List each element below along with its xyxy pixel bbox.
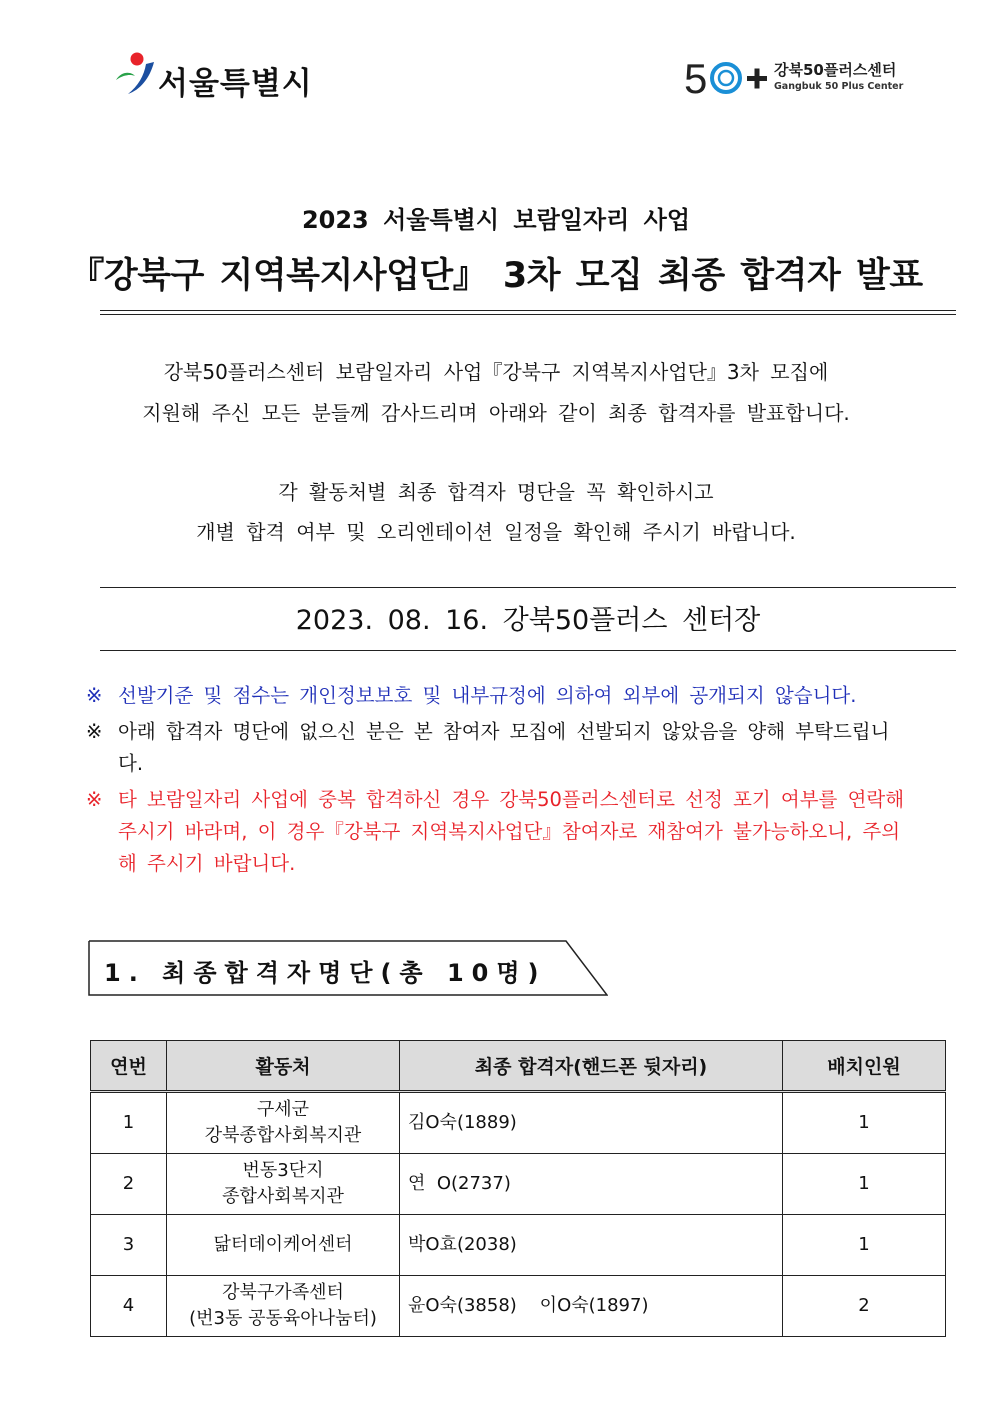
row-place — [167, 1154, 400, 1215]
row-no: 1 — [91, 1092, 167, 1154]
row-place — [167, 1276, 400, 1337]
column-header-place: 활동처 — [167, 1041, 400, 1092]
table-header-row — [91, 1041, 946, 1092]
svg-text:5: 5 — [684, 55, 708, 99]
row-count: 1 — [783, 1215, 946, 1276]
row-place-line-2: (번3동 공동육아나눔터) — [189, 1308, 377, 1329]
row-place-line-1: 구세군 — [256, 1099, 310, 1120]
row-names: 김O숙(1889) — [400, 1092, 783, 1154]
column-header-no: 연번 — [91, 1041, 167, 1092]
row-count: 1 — [783, 1154, 946, 1215]
row-place — [167, 1215, 400, 1276]
row-place-line-1: 강북구가족센터 — [222, 1282, 344, 1303]
seoul-logo — [110, 50, 330, 102]
column-header-count: 배치인원 — [783, 1041, 946, 1092]
date-divider-top — [100, 587, 956, 588]
notice-3 — [86, 784, 942, 880]
intro-paragraph-1-line-2: 지원해 주신 모든 분들께 감사드리며 아래와 같이 최종 합격자를 발표합니다. — [142, 401, 850, 425]
notice-1-text: 선발기준 및 점수는 개인정보보호 및 내부규정에 의하여 외부에 공개되지 않습니다. — [118, 684, 857, 707]
title-line-1: 2023 서울특별시 보람일자리 사업 — [301, 206, 691, 234]
notice-3-line-3: 해 주시기 바랍니다. — [118, 852, 296, 875]
title-line-2: 『강북구 지역복지사업단』 3차 모집 최종 합격자 발표 — [69, 256, 923, 296]
seoul-logo-text: 서울특별시 — [158, 66, 313, 102]
notice-2-line-1: 아래 합격자 명단에 없으신 분은 본 참여자 모집에 선발되지 않았음을 양해 부탁드립니 — [118, 720, 890, 743]
row-no: 2 — [91, 1154, 167, 1215]
row-place-line-1: 닮터데이케어센터 — [213, 1234, 353, 1255]
row-count: 2 — [783, 1276, 946, 1337]
notice-1 — [86, 680, 942, 712]
gangbuk-50plus-logo — [684, 55, 904, 99]
section-1-title: 1. 최종합격자명단(총 10명) — [104, 959, 547, 987]
reference-mark-icon: ※ — [86, 684, 103, 707]
row-place-line-1: 번동3단지 — [242, 1160, 324, 1181]
notice-2-line-2: 다. — [118, 752, 144, 775]
row-no: 4 — [91, 1276, 167, 1337]
reference-mark-icon: ※ — [86, 720, 103, 743]
fifty-plus-mark-icon — [684, 55, 772, 99]
gangbuk-logo-name: 강북50플러스센터 — [774, 61, 897, 79]
row-count: 1 — [783, 1092, 946, 1154]
intro-paragraph-1-line-1: 강북50플러스센터 보람일자리 사업『강북구 지역복지사업단』3차 모집에 — [163, 360, 829, 384]
row-place-line-2: 강북종합사회복지관 — [204, 1125, 362, 1146]
row-place-line-2: 종합사회복지관 — [222, 1186, 344, 1207]
gangbuk-logo-subtitle: Gangbuk 50 Plus Center — [774, 81, 904, 92]
row-names: 박O효(2038) — [400, 1215, 783, 1276]
title-divider — [100, 310, 956, 315]
intro-paragraph-2-line-2: 개별 합격 여부 및 오리엔테이션 일정을 확인해 주시기 바랍니다. — [196, 520, 796, 544]
notice-3-line-2: 주시기 바라며, 이 경우『강북구 지역복지사업단』참여자로 재참여가 불가능하오니, 주의 — [118, 820, 901, 843]
row-no: 3 — [91, 1215, 167, 1276]
date-divider-bottom — [100, 650, 956, 651]
table-row — [91, 1092, 946, 1154]
row-names: 윤O숙(3858) 이O숙(1897) — [400, 1276, 783, 1337]
final-list-table — [90, 1040, 946, 1337]
seoul-emblem-icon — [110, 50, 160, 100]
table-row — [91, 1154, 946, 1215]
table-row — [91, 1215, 946, 1276]
intro-paragraph-2-line-1: 각 활동처별 최종 합격자 명단을 꼭 확인하시고 — [278, 480, 714, 504]
table-row — [91, 1276, 946, 1337]
column-header-names: 최종 합격자(핸드폰 뒷자리) — [400, 1041, 783, 1092]
reference-mark-icon: ※ — [86, 788, 103, 811]
notice-3-line-1: 타 보람일자리 사업에 중복 합격하신 경우 강북50플러스센터로 선정 포기 여부를 연락해 — [118, 788, 905, 811]
date-signature: 2023. 08. 16. 강북50플러스 센터장 — [295, 605, 761, 636]
row-names: 연 O(2737) — [400, 1154, 783, 1215]
row-place — [167, 1092, 400, 1154]
notice-2 — [86, 716, 942, 780]
